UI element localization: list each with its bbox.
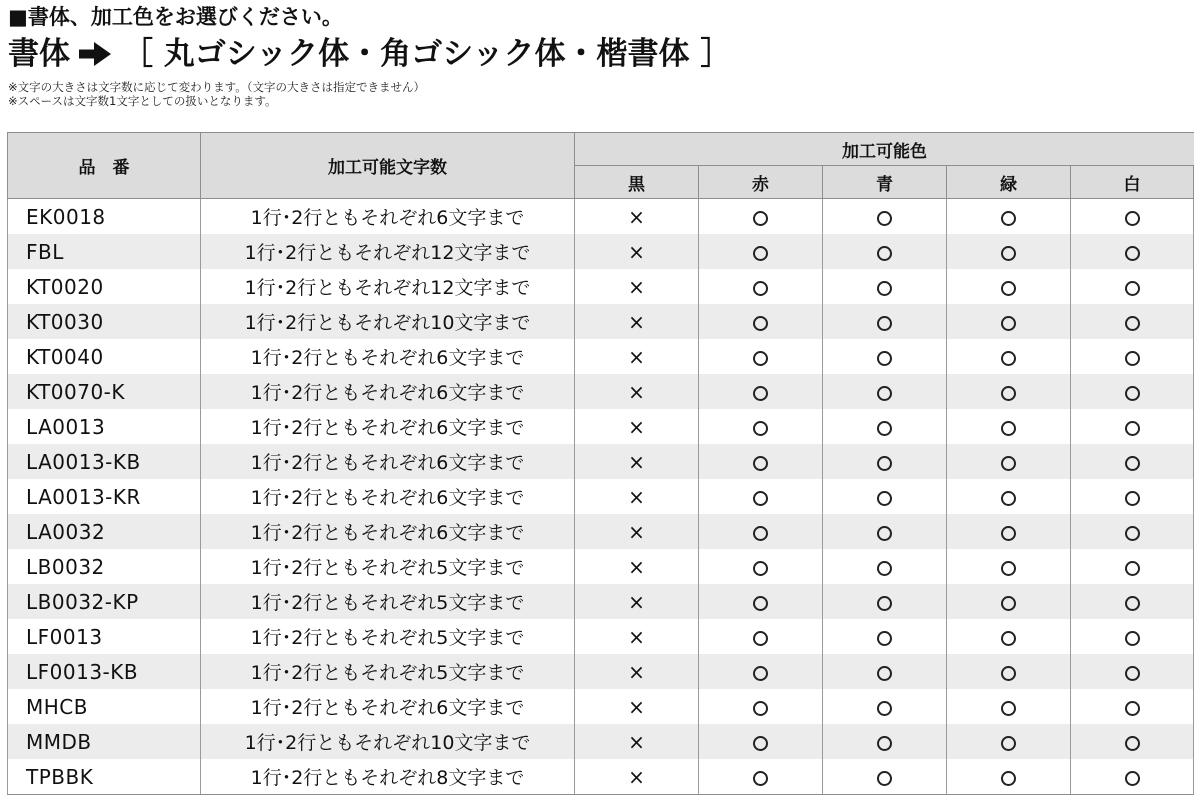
available-circle-icon: [1125, 421, 1140, 436]
unavailable-cross-icon: ×: [628, 624, 645, 649]
available-circle-icon: [877, 246, 892, 261]
availability-cell-blue: [823, 759, 947, 795]
availability-cell-white: [1071, 269, 1194, 304]
table-row: [8, 689, 1194, 724]
available-circle-icon: [877, 456, 892, 471]
availability-cell-black: [575, 724, 699, 759]
available-circle-icon: [877, 631, 892, 646]
table-row: [8, 724, 1194, 759]
availability-cell-black: [575, 759, 699, 795]
char-limit-cell: 1行･2行ともそれぞれ10文字まで: [201, 724, 575, 759]
note-space: ※スペースは文字数1文字としての扱いとなります。: [8, 94, 277, 108]
availability-cell-black: [575, 339, 699, 374]
available-circle-icon: [877, 736, 892, 751]
availability-cell-green: [947, 584, 1071, 619]
availability-cell-blue: [823, 444, 947, 479]
availability-cell-black: [575, 584, 699, 619]
table-row: [8, 374, 1194, 409]
availability-cell-red: [699, 759, 823, 795]
availability-cell-red: [699, 479, 823, 514]
availability-cell-green: [947, 409, 1071, 444]
available-circle-icon: [1001, 526, 1016, 541]
product-code-cell: LB0032: [8, 549, 201, 584]
unavailable-cross-icon: ×: [628, 519, 645, 544]
availability-cell-red: [699, 689, 823, 724]
unavailable-cross-icon: ×: [628, 554, 645, 579]
header-code: 品 番: [8, 133, 201, 199]
availability-cell-red: [699, 269, 823, 304]
availability-cell-red: [699, 549, 823, 584]
availability-cell-red: [699, 199, 823, 235]
unavailable-cross-icon: ×: [628, 484, 645, 509]
header-blank: [1071, 133, 1194, 166]
available-circle-icon: [877, 771, 892, 786]
available-circle-icon: [1125, 666, 1140, 681]
available-circle-icon: [877, 596, 892, 611]
available-circle-icon: [1125, 246, 1140, 261]
availability-cell-black: [575, 444, 699, 479]
table-row: [8, 199, 1194, 235]
availability-cell-black: [575, 619, 699, 654]
unavailable-cross-icon: ×: [628, 694, 645, 719]
product-code-cell: KT0040: [8, 339, 201, 374]
product-color-table: [7, 132, 1194, 795]
available-circle-icon: [1001, 456, 1016, 471]
char-limit-cell: 1行･2行ともそれぞれ6文字まで: [201, 339, 575, 374]
product-code-cell: KT0030: [8, 304, 201, 339]
available-circle-icon: [877, 211, 892, 226]
availability-cell-blue: [823, 619, 947, 654]
char-limit-cell: 1行･2行ともそれぞれ8文字まで: [201, 759, 575, 795]
product-code-cell: KT0070-K: [8, 374, 201, 409]
availability-cell-white: [1071, 339, 1194, 374]
available-circle-icon: [1001, 561, 1016, 576]
product-code-cell: LA0032: [8, 514, 201, 549]
availability-cell-blue: [823, 339, 947, 374]
availability-cell-red: [699, 444, 823, 479]
availability-cell-red: [699, 339, 823, 374]
available-circle-icon: [1001, 246, 1016, 261]
available-circle-icon: [877, 421, 892, 436]
font-options: ［ 丸ゴシック体・角ゴシック体・楷書体 ］: [122, 36, 732, 72]
available-circle-icon: [753, 211, 768, 226]
available-circle-icon: [1125, 526, 1140, 541]
availability-cell-green: [947, 199, 1071, 235]
table-row: [8, 654, 1194, 689]
product-code-cell: LF0013: [8, 619, 201, 654]
header-chars: 加工可能文字数: [201, 133, 575, 199]
header-color-white: 白: [1071, 166, 1194, 199]
available-circle-icon: [877, 281, 892, 296]
unavailable-cross-icon: ×: [628, 239, 645, 264]
char-limit-cell: 1行･2行ともそれぞれ6文字まで: [201, 409, 575, 444]
header-color-black: 黒: [575, 166, 699, 199]
unavailable-cross-icon: ×: [628, 414, 645, 439]
available-circle-icon: [877, 491, 892, 506]
table-row: [8, 444, 1194, 479]
available-circle-icon: [1001, 631, 1016, 646]
available-circle-icon: [1001, 701, 1016, 716]
available-circle-icon: [1125, 736, 1140, 751]
availability-cell-white: [1071, 409, 1194, 444]
product-code-cell: FBL: [8, 234, 201, 269]
unavailable-cross-icon: ×: [628, 729, 645, 754]
availability-cell-green: [947, 549, 1071, 584]
char-limit-cell: 1行･2行ともそれぞれ6文字まで: [201, 514, 575, 549]
product-code-cell: MHCB: [8, 689, 201, 724]
availability-cell-blue: [823, 409, 947, 444]
available-circle-icon: [753, 596, 768, 611]
availability-cell-red: [699, 234, 823, 269]
available-circle-icon: [753, 246, 768, 261]
available-circle-icon: [877, 701, 892, 716]
availability-cell-red: [699, 304, 823, 339]
unavailable-cross-icon: ×: [628, 659, 645, 684]
char-limit-cell: 1行･2行ともそれぞれ5文字まで: [201, 654, 575, 689]
availability-cell-white: [1071, 234, 1194, 269]
header-colors: 加工可能色: [699, 133, 1071, 166]
available-circle-icon: [753, 456, 768, 471]
availability-cell-green: [947, 724, 1071, 759]
table-row: [8, 759, 1194, 795]
font-selection-line: [8, 34, 1192, 74]
table-body: [8, 199, 1194, 795]
unavailable-cross-icon: ×: [628, 309, 645, 334]
char-limit-cell: 1行･2行ともそれぞれ6文字まで: [201, 689, 575, 724]
available-circle-icon: [753, 666, 768, 681]
availability-cell-white: [1071, 374, 1194, 409]
arrow-right-icon: [78, 41, 112, 67]
table-row: [8, 549, 1194, 584]
availability-cell-black: [575, 654, 699, 689]
available-circle-icon: [877, 526, 892, 541]
table-row: [8, 234, 1194, 269]
availability-cell-red: [699, 584, 823, 619]
availability-cell-blue: [823, 724, 947, 759]
char-limit-cell: 1行･2行ともそれぞれ5文字まで: [201, 549, 575, 584]
available-circle-icon: [753, 491, 768, 506]
available-circle-icon: [1125, 596, 1140, 611]
available-circle-icon: [1001, 316, 1016, 331]
availability-cell-black: [575, 689, 699, 724]
header-color-green: 緑: [947, 166, 1071, 199]
available-circle-icon: [1125, 386, 1140, 401]
availability-cell-green: [947, 269, 1071, 304]
available-circle-icon: [1125, 456, 1140, 471]
table-row: [8, 409, 1194, 444]
product-code-cell: TPBBK: [8, 759, 201, 795]
header-color-blue: 青: [823, 166, 947, 199]
availability-cell-white: [1071, 549, 1194, 584]
availability-cell-green: [947, 654, 1071, 689]
availability-cell-black: [575, 234, 699, 269]
char-limit-cell: 1行･2行ともそれぞれ6文字まで: [201, 199, 575, 235]
unavailable-cross-icon: ×: [628, 204, 645, 229]
char-limit-cell: 1行･2行ともそれぞれ10文字まで: [201, 304, 575, 339]
availability-cell-black: [575, 374, 699, 409]
available-circle-icon: [1125, 281, 1140, 296]
header-blank: [575, 133, 699, 166]
available-circle-icon: [1001, 386, 1016, 401]
availability-cell-blue: [823, 199, 947, 235]
availability-cell-blue: [823, 654, 947, 689]
unavailable-cross-icon: ×: [628, 379, 645, 404]
product-code-cell: LB0032-KP: [8, 584, 201, 619]
available-circle-icon: [877, 316, 892, 331]
available-circle-icon: [1001, 421, 1016, 436]
availability-cell-black: [575, 479, 699, 514]
availability-cell-red: [699, 654, 823, 689]
availability-cell-blue: [823, 584, 947, 619]
header-color-red: 赤: [699, 166, 823, 199]
availability-cell-green: [947, 444, 1071, 479]
product-code-cell: KT0020: [8, 269, 201, 304]
product-code-cell: EK0018: [8, 199, 201, 235]
available-circle-icon: [877, 351, 892, 366]
table-row: [8, 304, 1194, 339]
available-circle-icon: [1001, 491, 1016, 506]
char-limit-cell: 1行･2行ともそれぞれ5文字まで: [201, 584, 575, 619]
unavailable-cross-icon: ×: [628, 344, 645, 369]
availability-cell-green: [947, 479, 1071, 514]
availability-cell-red: [699, 619, 823, 654]
product-code-cell: LA0013-KB: [8, 444, 201, 479]
unavailable-cross-icon: ×: [628, 274, 645, 299]
font-label: 書体: [8, 36, 70, 72]
availability-cell-green: [947, 234, 1071, 269]
available-circle-icon: [1001, 736, 1016, 751]
availability-cell-white: [1071, 444, 1194, 479]
availability-cell-blue: [823, 269, 947, 304]
availability-cell-white: [1071, 199, 1194, 235]
table-row: [8, 514, 1194, 549]
availability-cell-red: [699, 724, 823, 759]
available-circle-icon: [753, 771, 768, 786]
availability-cell-green: [947, 759, 1071, 795]
availability-cell-blue: [823, 304, 947, 339]
available-circle-icon: [753, 736, 768, 751]
available-circle-icon: [877, 666, 892, 681]
available-circle-icon: [753, 316, 768, 331]
availability-cell-white: [1071, 479, 1194, 514]
table-row: [8, 269, 1194, 304]
available-circle-icon: [753, 526, 768, 541]
availability-cell-green: [947, 304, 1071, 339]
available-circle-icon: [1125, 631, 1140, 646]
unavailable-cross-icon: ×: [628, 764, 645, 789]
char-limit-cell: 1行･2行ともそれぞれ6文字まで: [201, 479, 575, 514]
availability-cell-blue: [823, 514, 947, 549]
available-circle-icon: [1001, 351, 1016, 366]
availability-cell-white: [1071, 654, 1194, 689]
table-row: [8, 339, 1194, 374]
char-limit-cell: 1行･2行ともそれぞれ12文字まで: [201, 269, 575, 304]
availability-cell-black: [575, 514, 699, 549]
page-header: [8, 0, 1192, 108]
available-circle-icon: [753, 561, 768, 576]
available-circle-icon: [1125, 701, 1140, 716]
availability-cell-green: [947, 339, 1071, 374]
availability-cell-green: [947, 689, 1071, 724]
available-circle-icon: [1001, 596, 1016, 611]
product-code-cell: MMDB: [8, 724, 201, 759]
availability-cell-black: [575, 269, 699, 304]
availability-cell-white: [1071, 514, 1194, 549]
product-code-cell: LA0013-KR: [8, 479, 201, 514]
available-circle-icon: [1125, 561, 1140, 576]
availability-cell-red: [699, 409, 823, 444]
available-circle-icon: [1001, 666, 1016, 681]
char-limit-cell: 1行･2行ともそれぞれ5文字まで: [201, 619, 575, 654]
product-code-cell: LA0013: [8, 409, 201, 444]
available-circle-icon: [753, 386, 768, 401]
available-circle-icon: [753, 701, 768, 716]
available-circle-icon: [877, 386, 892, 401]
availability-cell-black: [575, 199, 699, 235]
availability-cell-red: [699, 514, 823, 549]
availability-cell-white: [1071, 584, 1194, 619]
available-circle-icon: [1125, 211, 1140, 226]
section-heading: ■書体、加工色をお選びください。: [8, 5, 343, 29]
available-circle-icon: [1001, 771, 1016, 786]
product-code-cell: LF0013-KB: [8, 654, 201, 689]
char-limit-cell: 1行･2行ともそれぞれ6文字まで: [201, 374, 575, 409]
availability-cell-white: [1071, 619, 1194, 654]
availability-cell-red: [699, 374, 823, 409]
availability-cell-blue: [823, 479, 947, 514]
availability-cell-blue: [823, 549, 947, 584]
available-circle-icon: [1125, 316, 1140, 331]
availability-cell-white: [1071, 724, 1194, 759]
available-circle-icon: [753, 421, 768, 436]
available-circle-icon: [1001, 211, 1016, 226]
char-limit-cell: 1行･2行ともそれぞれ12文字まで: [201, 234, 575, 269]
available-circle-icon: [1001, 281, 1016, 296]
availability-cell-green: [947, 619, 1071, 654]
availability-cell-white: [1071, 689, 1194, 724]
unavailable-cross-icon: ×: [628, 449, 645, 474]
unavailable-cross-icon: ×: [628, 589, 645, 614]
table-row: [8, 619, 1194, 654]
available-circle-icon: [753, 631, 768, 646]
availability-cell-blue: [823, 689, 947, 724]
char-limit-cell: 1行･2行ともそれぞれ6文字まで: [201, 444, 575, 479]
availability-cell-green: [947, 374, 1071, 409]
available-circle-icon: [1125, 491, 1140, 506]
availability-cell-blue: [823, 374, 947, 409]
availability-cell-blue: [823, 234, 947, 269]
available-circle-icon: [877, 561, 892, 576]
availability-cell-black: [575, 304, 699, 339]
availability-cell-black: [575, 409, 699, 444]
available-circle-icon: [1125, 351, 1140, 366]
table-row: [8, 479, 1194, 514]
note-size: ※文字の大きさは文字数に応じて変わります。（文字の大きさは指定できません）: [8, 80, 425, 94]
available-circle-icon: [753, 351, 768, 366]
availability-cell-black: [575, 549, 699, 584]
table-row: [8, 584, 1194, 619]
available-circle-icon: [1125, 771, 1140, 786]
available-circle-icon: [753, 281, 768, 296]
availability-cell-white: [1071, 304, 1194, 339]
availability-cell-green: [947, 514, 1071, 549]
availability-cell-white: [1071, 759, 1194, 795]
